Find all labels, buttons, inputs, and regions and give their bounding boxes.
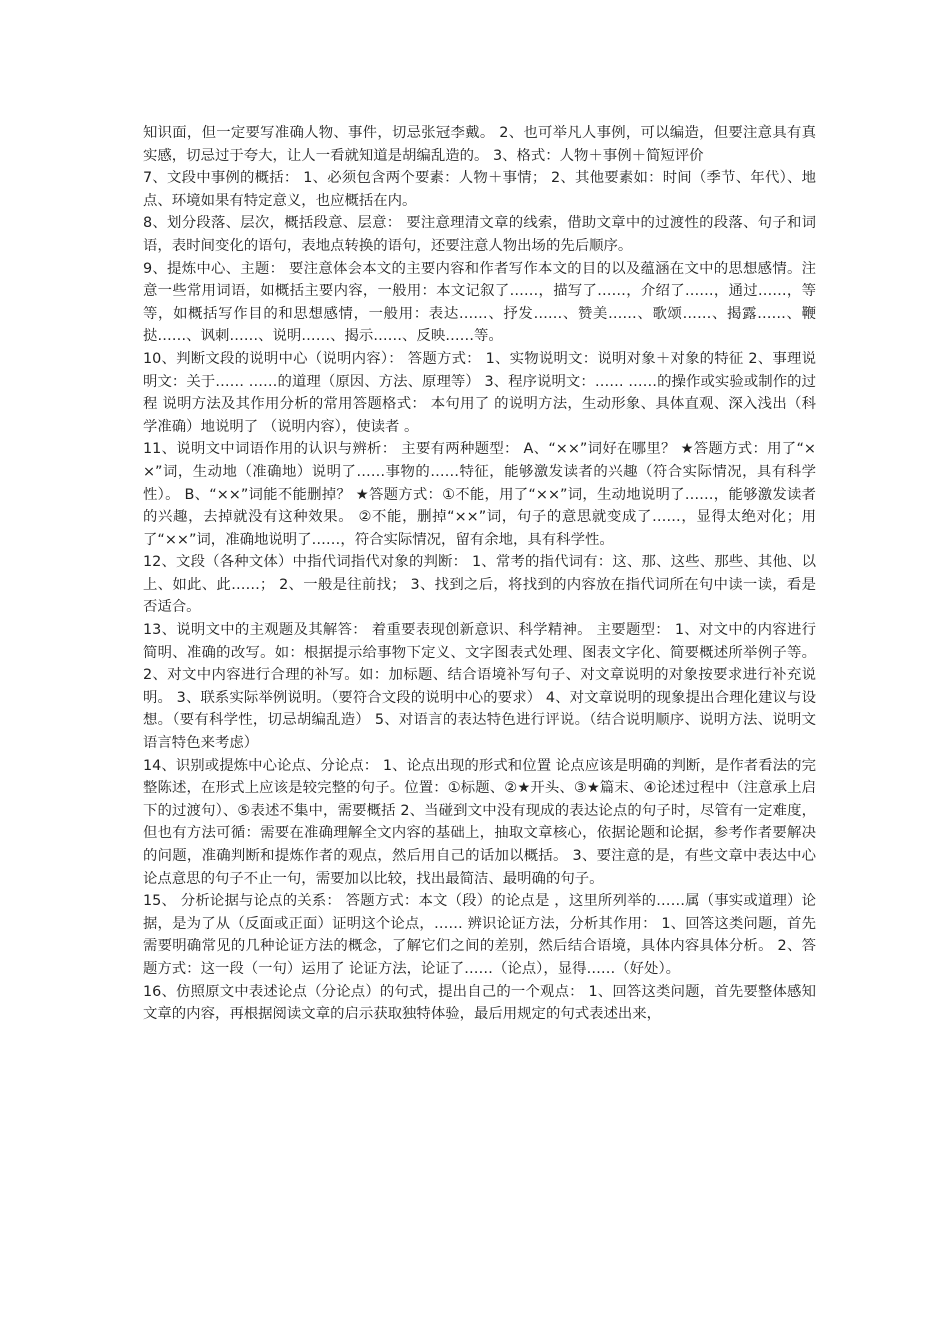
paragraph-15: 15、 分析论据与论点的关系： 答题方式：本文（段）的论点是 ，这里所列举的……属（事实或道理）论据，是为了从（反面或正面）证明这个论点，…… 辨识论证方法，分析其作用： 1、回答这类问题，首先需要明确常见的几种论证方法的概念，了解它们之间的差别，然后结合语境，具体内容具体分析。 2、答题方式：这一段（一句）运用了 论证方法，论证了……（论点），显得……（好处）。: [143, 893, 816, 977]
paragraph-14: 14、识别或提炼中心论点、分论点： 1、论点出现的形式和位置 论点应该是明确的判断，是作者看法的完整陈述，在形式上应该是较完整的句子。位置：①标题、②★开头、③★篇末、④论述过程中（注意承上启下的过渡句）、⑤表述不集中，需要概括 2、当碰到文中没有现成的表达论点的句子时，尽管有一定难度，但也有方法可循：需要在准确理解全文内容的基础上，抽取文章核心，依据论题和论据，参考作者要解决的问题，准确判断和提炼作者的观点，然后用自己的话加以概括。 3、要注意的是，有些文章中表达中心论点意思的句子不止一句，需要加以比较，找出最简洁、最明确的句子。: [143, 757, 816, 887]
paragraph-16: 16、仿照原文中表述论点（分论点）的句式，提出自己的一个观点： 1、回答这类问题，首先要整体感知文章的内容，再根据阅读文章的启示获取独特体验，最后用规定的句式表述出来，: [143, 983, 816, 1023]
paragraph-8: 8、划分段落、层次，概括段意、层意： 要注意理清文章的线索，借助文章中的过渡性的段落、句子和词语，表时间变化的语句，表地点转换的语句，还要注意人物出场的先后顺序。: [143, 215, 816, 254]
paragraph-13: 13、说明文中的主观题及其解答： 着重要表现创新意识、科学精神。 主要题型： 1、对文中的内容进行简明、准确的改写。如：根据提示给事物下定义、文字图表式处理、图表文字化、简要概述所举例子等。 2、对文中内容进行合理的补写。如：加标题、结合语境补写句子、对文章说明的对象按要求进行补充说明。 3、联系实际举例说明。（要符合文段的说明中心的要求） 4、对文章说明的现象提出合理化建议与设想。（要有科学性，切忌胡编乱造） 5、对语言的表达特色进行评说。（结合说明顺序、说明方法、说明文语言特色来考虑）: [143, 622, 816, 752]
paragraph-10: 10、判断文段的说明中心（说明内容）： 答题方式： 1、实物说明文：说明对象＋对象的特征 2、事理说明文：关于…… ……的道理（原因、方法、原理等） 3、程序说明文：…… ……的操作或实验或制作的过程 说明方法及其作用分析的常用答题格式： 本句用了 的说明方法，生动形象、具体直观、深入浅出（科学准确）地说明了 （说明内容），使读者 。: [143, 350, 816, 435]
paragraph-7: 7、文段中事例的概括： 1、必须包含两个要素：人物＋事情； 2、其他要素如：时间（季节、年代）、地点、环境如果有特定意义，也应概括在内。: [143, 170, 816, 209]
document-body: [143, 122, 816, 1026]
paragraph-9: 9、提炼中心、主题： 要注意体会本文的主要内容和作者写作本文的目的以及蕴涵在文中的思想感情。注意一些常用词语，如概括主要内容，一般用：本文记叙了……，描写了……，介绍了……，通过……，等等，如概括写作目的和思想感情，一般用：表达……、抒发……、赞美……、歌颂……、揭露……、鞭挞……、讽刺……、说明……、揭示……、反映……等。: [143, 260, 816, 345]
paragraph-intro: 知识面，但一定要写准确人物、事件，切忌张冠李戴。 2、也可举凡人事例，可以编造，但要注意具有真实感，切忌过于夸大，让人一看就知道是胡编乱造的。 3、格式：人物＋事例＋简短评价: [143, 125, 816, 164]
paragraph-11: 11、说明文中词语作用的认识与辨析： 主要有两种题型： A、“××”词好在哪里？ ★答题方式：用了“××”词，生动地（准确地）说明了……事物的……特征，能够激发读者的兴趣（符合实际情况，具有科学性）。 B、“××”词能不能删掉？ ★答题方式：①不能，用了“××”词，生动地说明了……，能够激发读者的兴趣，去掉就没有这种效果。 ②不能，删掉“××”词，句子的意思就变成了……，显得太绝对化；用了“××”词，准确地说明了……，符合实际情况，留有余地，具有科学性。: [143, 441, 816, 548]
paragraph-12: 12、文段（各种文体）中指代词指代对象的判断： 1、常考的指代词有：这、那、这些、那些、其他、以上、如此、此……； 2、一般是往前找； 3、找到之后，将找到的内容放在指代词所在句中读一读，看是否适合。: [143, 554, 816, 616]
